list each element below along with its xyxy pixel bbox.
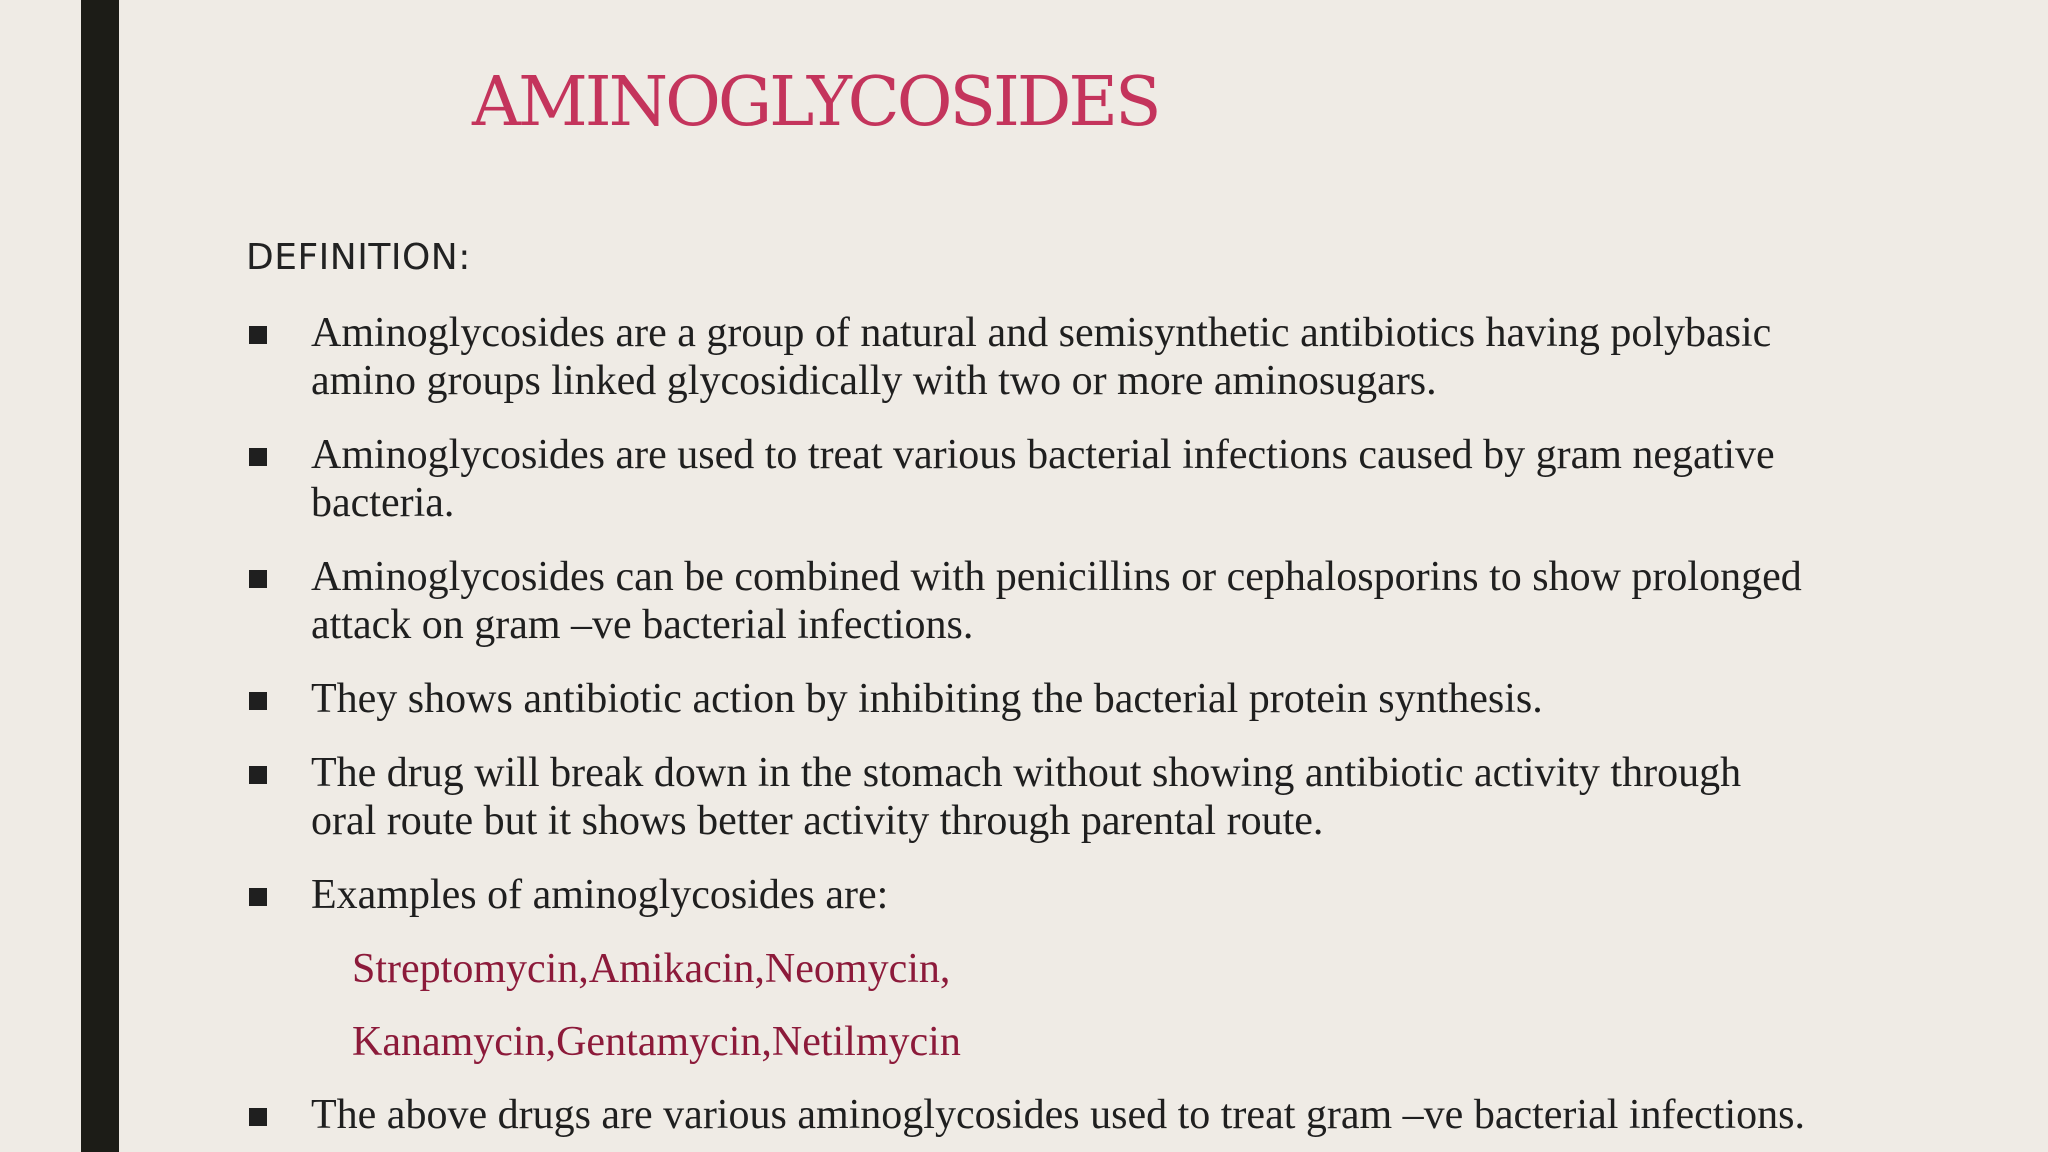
- examples-line: Kanamycin,Gentamycin,Netilmycin: [352, 1019, 961, 1065]
- square-bullet-icon: [249, 766, 267, 784]
- examples-line: Streptomycin,Amikacin,Neomycin,: [352, 946, 951, 992]
- bullet-text: Aminoglycosides are a group of natural and semisynthetic antibiotics having polybasic amino groups linked glycosidically with two or more aminosugars.: [311, 310, 1772, 404]
- square-bullet-icon: [249, 888, 267, 906]
- square-bullet-icon: [249, 692, 267, 710]
- square-bullet-icon: [249, 448, 267, 466]
- bullet-text: Aminoglycosides can be combined with penicillins or cephalosporins to show prolonged attack on gram –ve bacterial infections.: [311, 554, 1802, 648]
- square-bullet-icon: [249, 326, 267, 344]
- square-bullet-icon: [249, 1108, 267, 1126]
- bullet-text: Aminoglycosides are used to treat various bacterial infections caused by gram negative bacteria.: [311, 432, 1775, 526]
- slide-title: AMINOGLYCOSIDES: [472, 63, 1159, 142]
- definition-label: DEFINITION:: [246, 237, 471, 278]
- bullet-text: The drug will break down in the stomach without showing antibiotic activity through oral route but it shows better activity through parental route.: [311, 750, 1742, 844]
- square-bullet-icon: [249, 570, 267, 588]
- bullet-text: The above drugs are various aminoglycosides used to treat gram –ve bacterial infections.: [311, 1092, 1805, 1138]
- side-accent-bar: [81, 0, 119, 1152]
- bullet-text: They shows antibiotic action by inhibiting the bacterial protein synthesis.: [311, 676, 1543, 722]
- bullet-text: Examples of aminoglycosides are:: [311, 872, 889, 918]
